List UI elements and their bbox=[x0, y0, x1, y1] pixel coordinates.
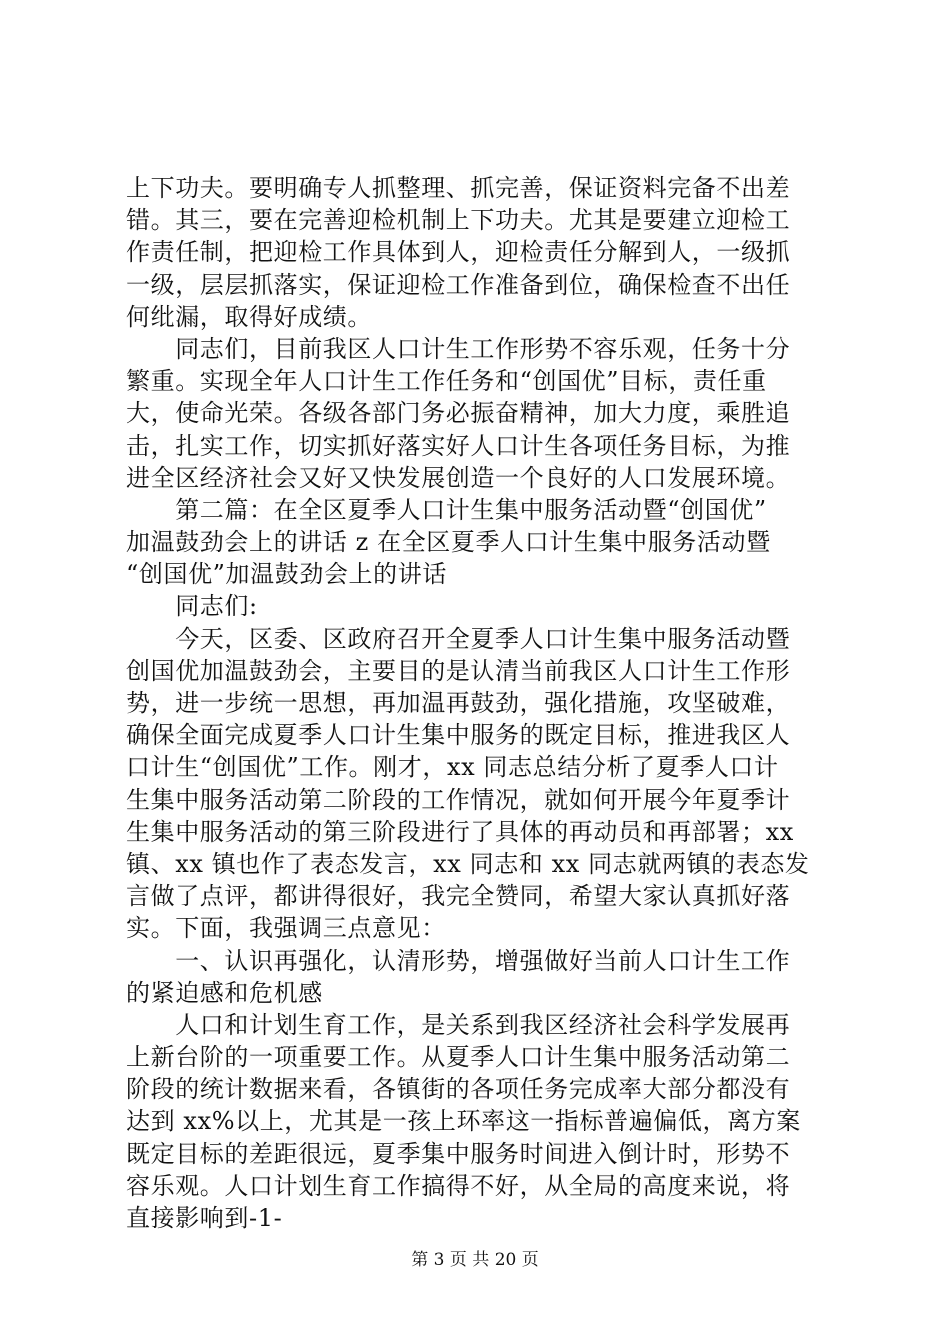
text-line: “创国优”加温鼓劲会上的讲话 bbox=[126, 560, 447, 589]
page-footer: 第 3 页 共 20 页 bbox=[411, 1250, 539, 1270]
text-line: 一级，层层抓落实，保证迎检工作准备到位，确保检查不出任 bbox=[126, 270, 791, 299]
text-line: 击，扎实工作，切实抓好落实好人口计生各项任务目标，为推 bbox=[126, 431, 791, 460]
text-line: 创国优加温鼓劲会，主要目的是认清当前我区人口计生工作形 bbox=[126, 656, 791, 685]
text-line: 繁重。实现全年人口计生工作任务和“创国优”目标，责任重 bbox=[126, 367, 767, 396]
text-line: 容乐观。人口计划生育工作搞得不好，从全局的高度来说，将 bbox=[126, 1171, 791, 1200]
text-line: 同志们: bbox=[126, 592, 258, 621]
text-line: 上下功夫。要明确专人抓整理、抓完善，保证资料完备不出差 bbox=[126, 174, 791, 202]
text-line: 生集中服务活动的第三阶段进行了具体的再动员和再部署；xx bbox=[126, 817, 794, 846]
text-line: 口计生“创国优”工作。刚才，xx 同志总结分析了夏季人口计 bbox=[126, 753, 779, 782]
text-line: 达到 xx%以上，尤其是一孩上环率这一指标普遍偏低，离方案 bbox=[126, 1107, 801, 1136]
text-line: 实。下面，我强调三点意见： bbox=[126, 914, 446, 943]
text-line: 的紧迫感和危机感 bbox=[126, 978, 323, 1007]
text-line: 作责任制，把迎检工作具体到人，迎检责任分解到人，一级抓 bbox=[126, 238, 791, 267]
text-line: 直接影响到-1- bbox=[126, 1204, 283, 1232]
text-line: 进全区经济社会又好又快发展创造一个良好的人口发展环境。 bbox=[126, 463, 791, 492]
text-line: 一、认识再强化，认清形势，增强做好当前人口计生工作 bbox=[126, 946, 791, 975]
text-line: 错。其三，要在完善迎检机制上下功夫。尤其是要建立迎检工 bbox=[126, 206, 791, 235]
text-line: 生集中服务活动第二阶段的工作情况，就如何开展今年夏季计 bbox=[126, 785, 791, 814]
text-line: 第二篇：在全区夏季人口计生集中服务活动暨“创国优” bbox=[126, 495, 767, 524]
text-line: 言做了点评，都讲得很好，我完全赞同，希望大家认真抓好落 bbox=[126, 882, 791, 911]
text-line: 阶段的统计数据来看，各镇街的各项任务完成率大部分都没有 bbox=[126, 1075, 791, 1104]
text-line: 上新台阶的一项重要工作。从夏季人口计生集中服务活动第二 bbox=[126, 1043, 791, 1072]
text-line: 何纰漏，取得好成绩。 bbox=[126, 302, 372, 331]
text-line: 势，进一步统一思想，再加温再鼓劲，强化措施，攻坚破难， bbox=[126, 689, 791, 717]
text-line: 大，使命光荣。各级各部门务必振奋精神，加大力度，乘胜追 bbox=[126, 399, 791, 428]
document-body bbox=[126, 172, 826, 1234]
text-line: 人口和计划生育工作，是关系到我区经济社会科学发展再 bbox=[126, 1010, 791, 1039]
text-line: 确保全面完成夏季人口计生集中服务的既定目标，推进我区人 bbox=[126, 721, 791, 750]
text-line: 镇、xx 镇也作了表态发言，xx 同志和 xx 同志就两镇的表态发 bbox=[126, 849, 810, 878]
text-line: 同志们，目前我区人口计生工作形势不容乐观，任务十分 bbox=[126, 334, 791, 363]
text-line: 既定目标的差距很远，夏季集中服务时间进入倒计时，形势不 bbox=[126, 1139, 791, 1168]
text-line: 今天，区委、区政府召开全夏季人口计生集中服务活动暨 bbox=[126, 624, 791, 653]
text-line: 加温鼓劲会上的讲话 z 在全区夏季人口计生集中服务活动暨 bbox=[126, 528, 771, 557]
